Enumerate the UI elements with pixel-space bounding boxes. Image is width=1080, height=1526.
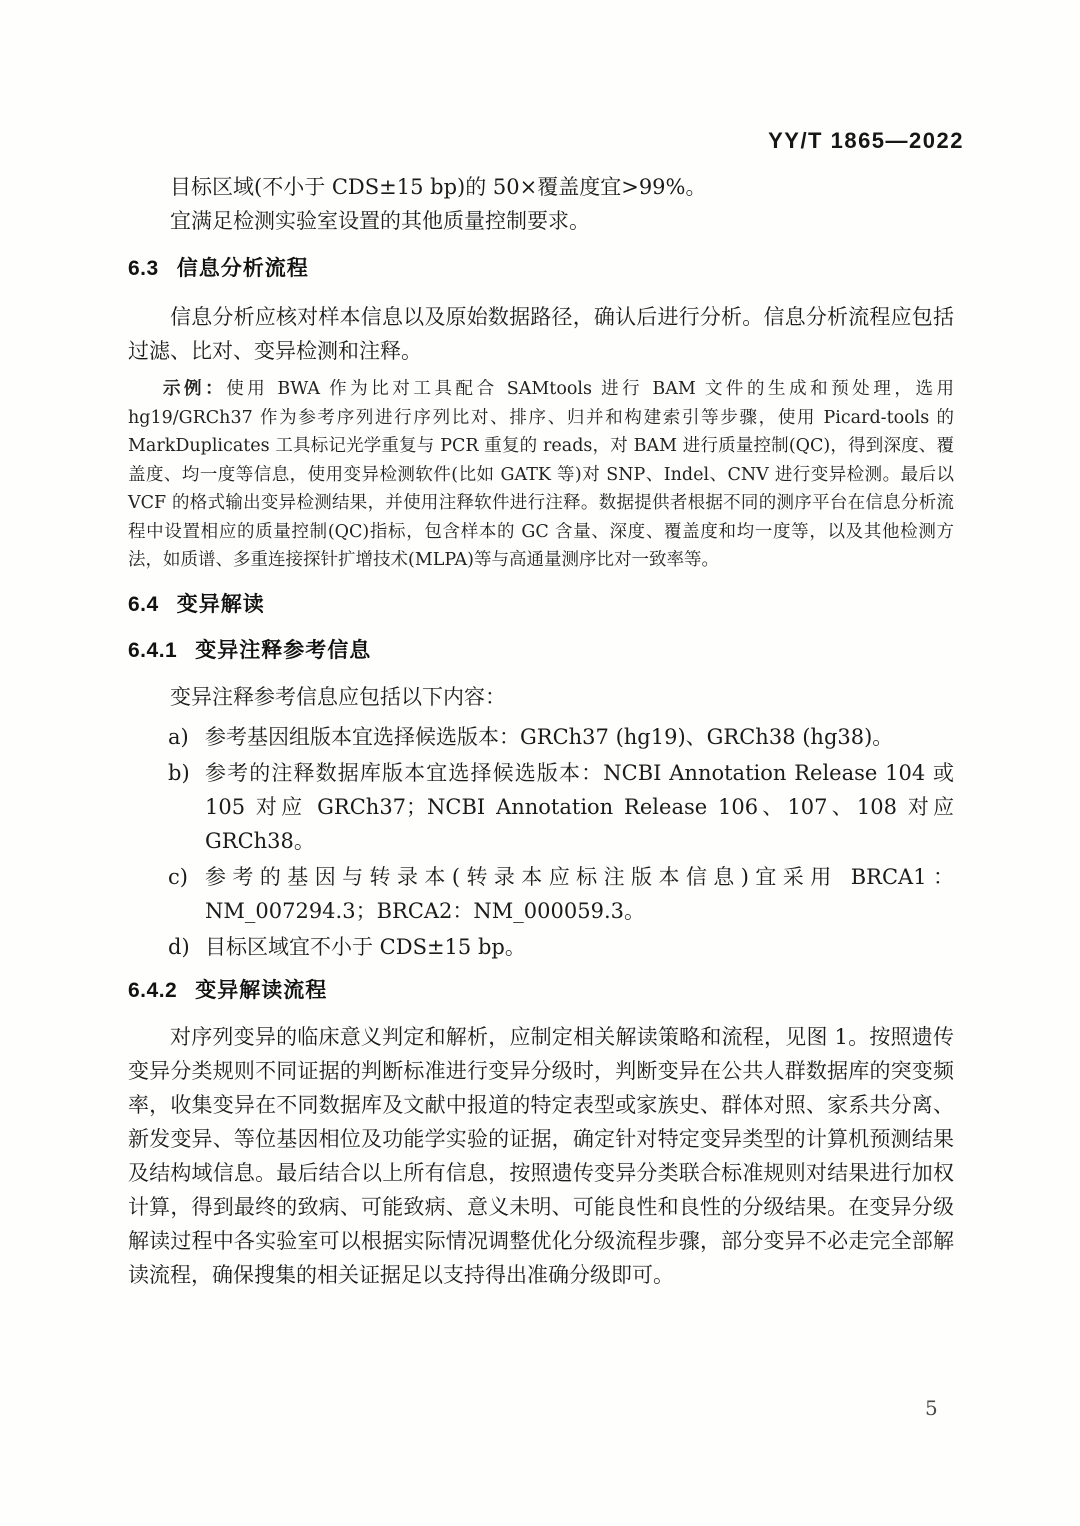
list-item-text: 参考基因组版本宜选择候选版本：GRCh37 (hg19)、GRCh38 (hg38)。 xyxy=(205,725,894,749)
list-item-marker: d) xyxy=(168,935,190,959)
section-number-6-4-2: 6.4.2 xyxy=(128,979,178,1002)
page-content xyxy=(128,0,954,1292)
example-block xyxy=(128,374,954,575)
section-heading-6-3 xyxy=(128,256,954,282)
list-item-text: 参考的注释数据库版本宜选择候选版本：NCBI Annotation Release 104 或 105 对应 GRCh37；NCBI Annotation Release 106、107、108 对应 GRCh38。 xyxy=(205,761,954,853)
standard-code-header: YY/T 1865—2022 xyxy=(768,128,964,153)
list-item-marker: c) xyxy=(168,865,188,889)
paragraph-6-4-1-lead: 变异注释参考信息应包括以下内容： xyxy=(170,685,506,709)
section-heading-6-4-1 xyxy=(128,638,954,664)
section-title-6-4-2: 变异解读流程 xyxy=(195,979,328,1002)
section-heading-6-4-2 xyxy=(128,978,954,1004)
section-number-6-4: 6.4 xyxy=(128,593,159,616)
list-item xyxy=(128,860,954,928)
list-item-marker: b) xyxy=(168,761,190,785)
paragraph-6-4-2: 对序列变异的临床意义判定和解析，应制定相关解读策略和流程，见图 1。按照遗传变异分类规则不同证据的判断标准进行变异分级时，判断变异在公共人群数据库的突变频率，收集变异在不同数据库及文献中报道的特定表型或家族史、群体对照、家系共分离、新发变异、等位基因相位及功能学实验的证据，确定针对特定变异类型的计算机预测结果及结构域信息。最后结合以上所有信息，按照遗传变异分类联合标准规则对结果进行加权计算，得到最终的致病、可能致病、意义未明、可能良性和良性的分级结果。在变异分级解读过程中各实验室可以根据实际情况调整优化分级流程步骤，部分变异不必走完全部解读流程，确保搜集的相关证据足以支持得出准确分级即可。 xyxy=(128,1025,954,1287)
section-number-6-3: 6.3 xyxy=(128,257,159,280)
section-title-6-3: 信息分析流程 xyxy=(176,257,309,280)
list-item xyxy=(128,720,954,754)
section-title-6-4-1: 变异注释参考信息 xyxy=(195,639,372,662)
list-item-text: 参考的基因与转录本(转录本应标注版本信息)宜采用 BRCA1：NM_007294.3；BRCA2：NM_000059.3。 xyxy=(205,865,954,923)
list-item xyxy=(128,930,954,964)
section-title-6-4: 变异解读 xyxy=(176,593,265,616)
example-text: 使用 BWA 作为比对工具配合 SAMtools 进行 BAM 文件的生成和预处理，选用 hg19/GRCh37 作为参考序列进行序列比对、排序、归并和构建索引等步骤，使用 Picard-tools 的 MarkDuplicates 工具标记光学重复与 PCR 重复的 reads，对 BAM 进行质量控制(QC)，得到深度、覆盖度、均一度等信息，使用变异检测软件(比如 GATK 等)对 SNP、Indel、CNV 进行变异检测。最后以 VCF 的格式输出变异检测结果，并使用注释软件进行注释。数据提供者根据不同的测序平台在信息分析流程中设置相应的质量控制(QC)指标，包含样本的 GC 含量、深度、覆盖度和均一度等，以及其他检测方法，如质谱、多重连接探针扩增技术(MLPA)等与高通量测序比对一致率等。 xyxy=(128,379,955,570)
section-heading-6-4 xyxy=(128,592,954,618)
intro-line-quality: 宜满足检测实验室设置的其他质量控制要求。 xyxy=(170,209,590,233)
paragraph-6-3: 信息分析应核对样本信息以及原始数据路径，确认后进行分析。信息分析流程应包括过滤、比对、变异检测和注释。 xyxy=(128,305,954,363)
list-item-text: 目标区域宜不小于 CDS±15 bp。 xyxy=(205,935,526,959)
list-item-marker: a) xyxy=(168,725,189,749)
example-label: 示例： xyxy=(163,378,227,398)
annotation-reference-list xyxy=(128,720,954,964)
section-number-6-4-1: 6.4.1 xyxy=(128,639,178,662)
list-item xyxy=(128,756,954,858)
page-number: 5 xyxy=(925,1396,938,1420)
intro-line-coverage: 目标区域(不小于 CDS±15 bp)的 50×覆盖度宜>99%。 xyxy=(170,175,707,199)
